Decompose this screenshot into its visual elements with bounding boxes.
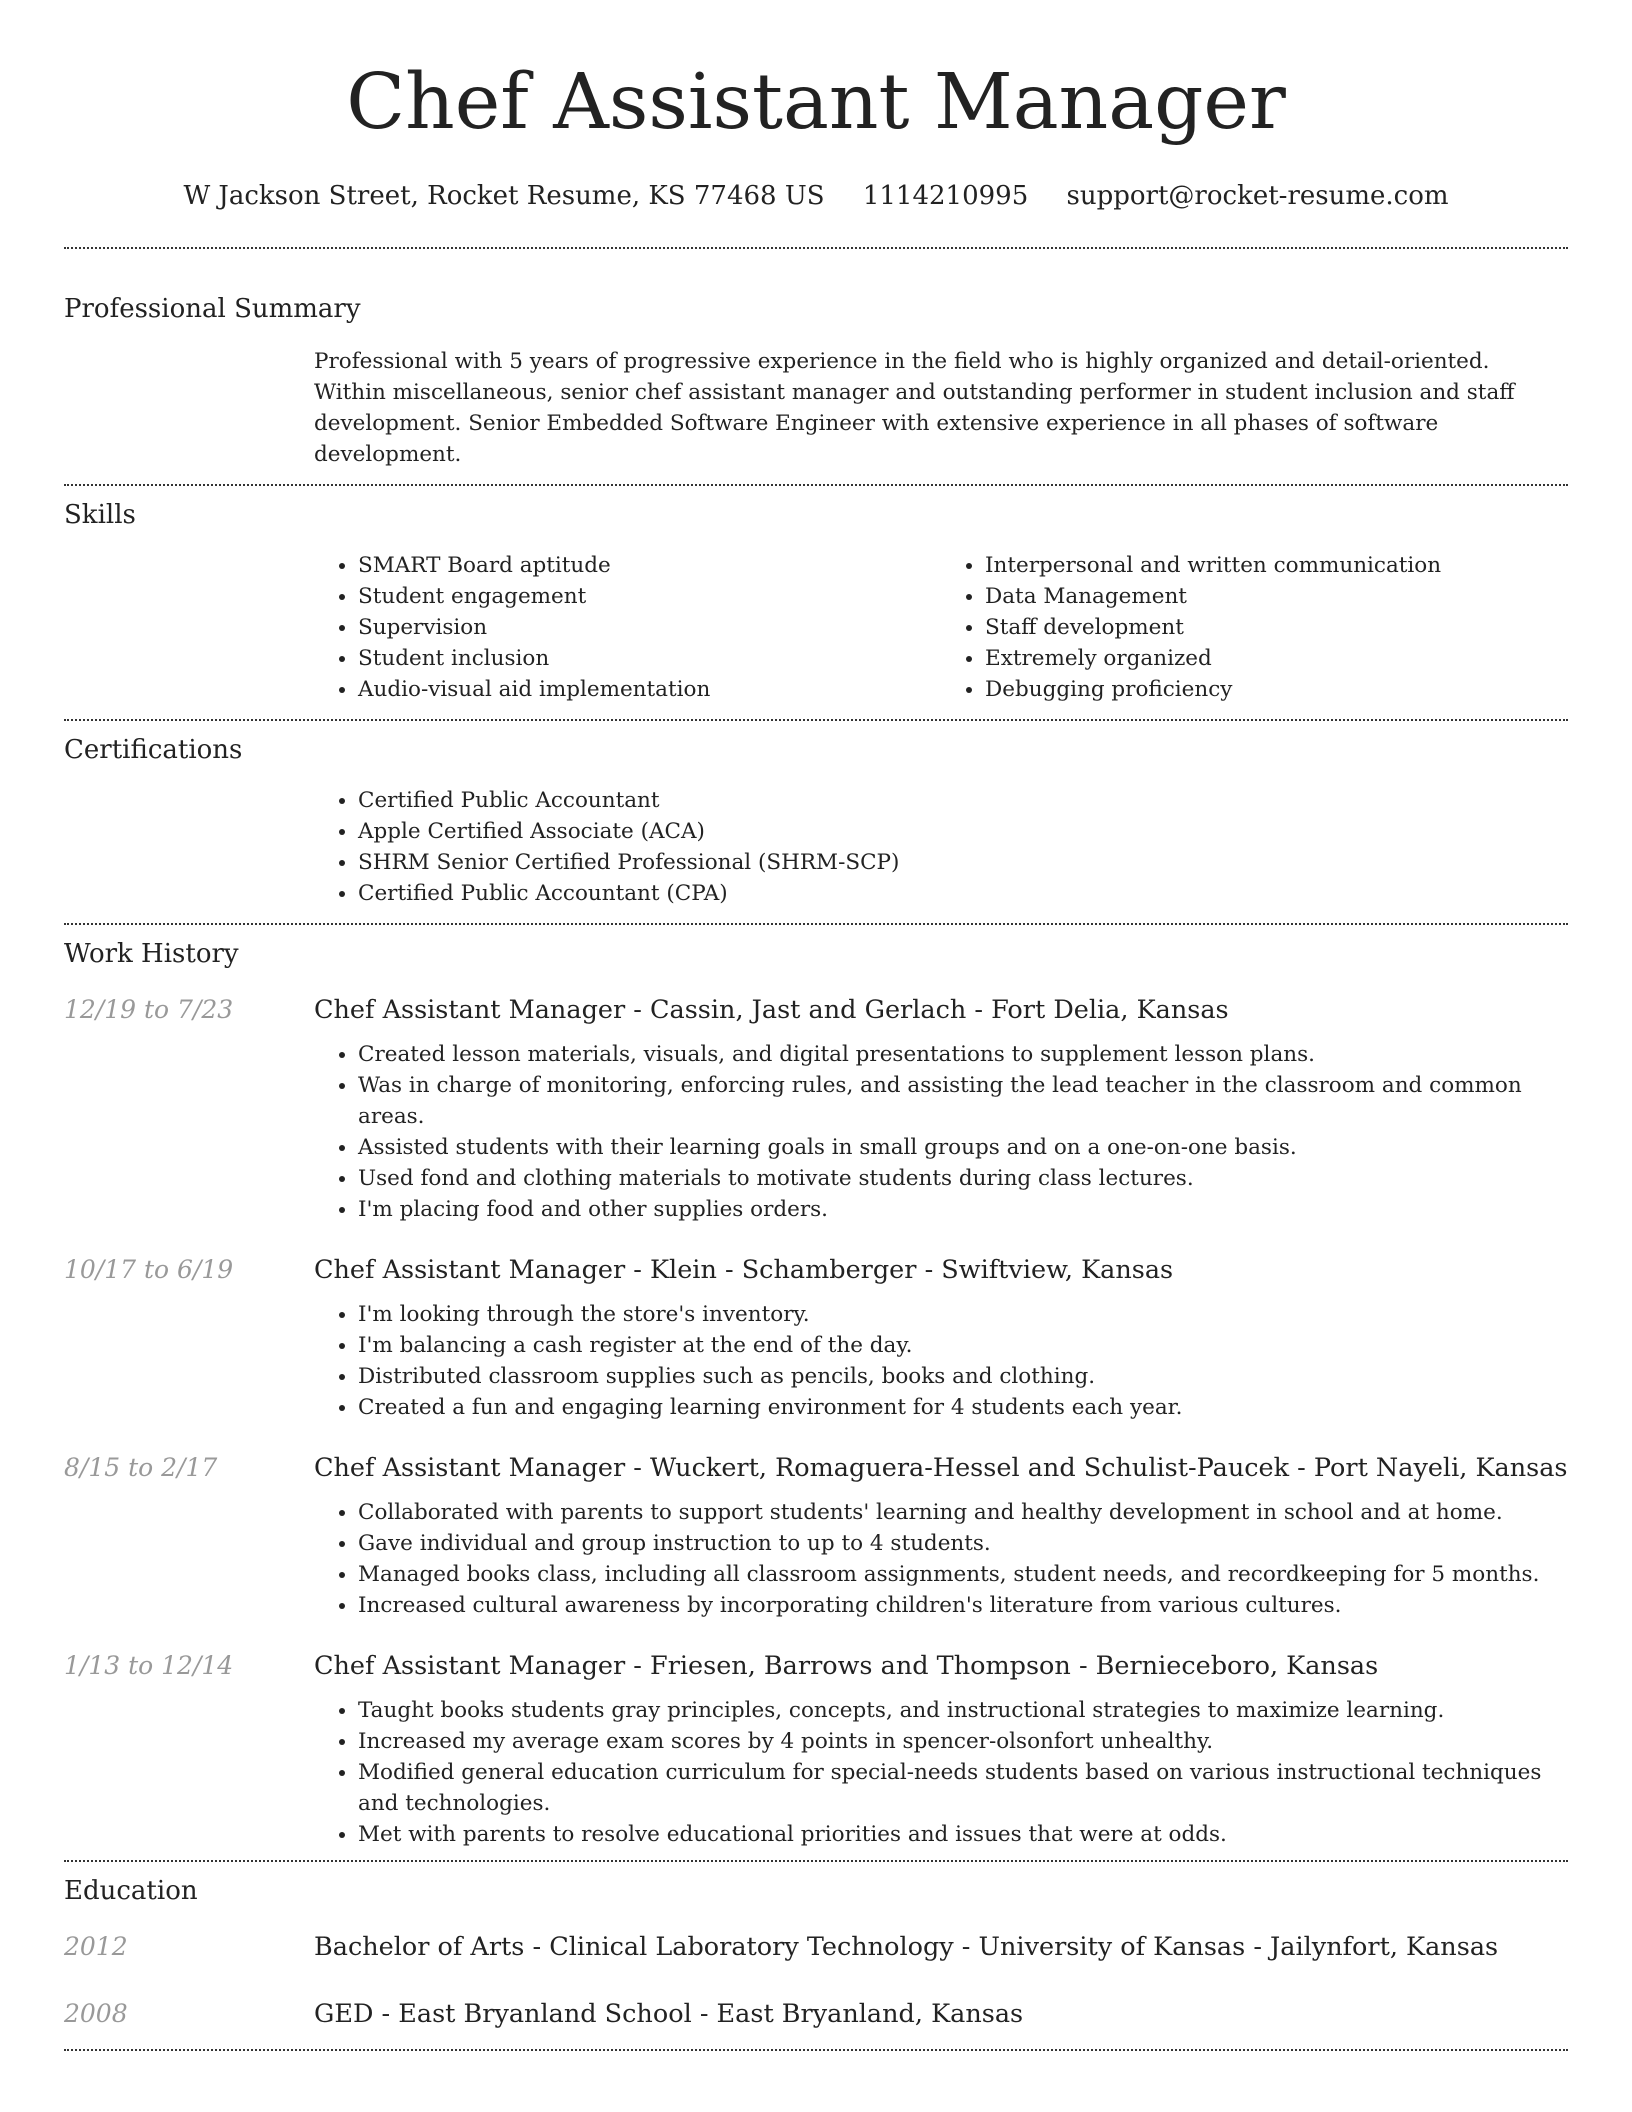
job-date: 8/15 to 2/17 [64, 1453, 218, 1482]
education-text: GED - East Bryanland School - East Bryanland, Kansas [314, 1999, 1024, 2029]
education-year: 2008 [64, 1999, 128, 2028]
job-bullet: • I'm balancing a cash register at the end of the day. [358, 1330, 1568, 1361]
job-bullet: • Collaborated with parents to support students' learning and healthy development in school and at home. [358, 1497, 1568, 1528]
section-title-summary: Professional Summary [64, 294, 361, 324]
job-bullet: • Taught books students gray principles, concepts, and instructional strategies to maximize learning. [358, 1695, 1568, 1726]
job-bullets [314, 1485, 1568, 1621]
email-text: support@rocket-resume.com [1066, 181, 1449, 211]
skill-item: • Debugging proficiency [985, 674, 1568, 705]
section-title-certifications: Certifications [64, 735, 243, 765]
job-entry [64, 1621, 1568, 1860]
skill-item: • Staff development [985, 612, 1568, 643]
skills-column-right [941, 550, 1568, 705]
job-bullet: • I'm looking through the store's inventory. [358, 1299, 1568, 1330]
contact-line [64, 178, 1568, 214]
skill-item: • Student engagement [358, 581, 941, 612]
job-entry [64, 1225, 1568, 1423]
skill-item: • Audio-visual aid implementation [358, 674, 941, 705]
education-entry [64, 1964, 1568, 2049]
skill-item: • Supervision [358, 612, 941, 643]
job-bullet: • Created a fun and engaging learning environment for 4 students each year. [358, 1392, 1568, 1423]
section-title-education: Education [64, 1876, 198, 1906]
job-bullets [314, 1027, 1568, 1225]
job-date: 12/19 to 7/23 [64, 995, 234, 1024]
job-title: Chef Assistant Manager - Klein - Schamberger - Swiftview, Kansas [314, 1255, 1174, 1285]
education-entry [64, 1909, 1568, 1964]
skill-item: • SMART Board aptitude [358, 550, 941, 581]
job-title: Chef Assistant Manager - Friesen, Barrows and Thompson - Bernieceboro, Kansas [314, 1651, 1379, 1681]
skills-list [314, 533, 1568, 719]
section-title-skills: Skills [64, 500, 136, 530]
education-year: 2012 [64, 1932, 128, 1961]
section-title-work-history: Work History [64, 939, 239, 969]
job-bullet: • Distributed classroom supplies such as pencils, books and clothing. [358, 1361, 1568, 1392]
certification-item: • Apple Certified Associate (ACA) [358, 816, 1568, 847]
certification-item: • Certified Public Accountant [358, 785, 1568, 816]
address-text: W Jackson Street, Rocket Resume, KS 77468 US [183, 181, 825, 211]
job-bullet: • Gave individual and group instruction to up to 4 students. [358, 1528, 1568, 1559]
job-bullet: • I'm placing food and other supplies orders. [358, 1194, 1568, 1225]
education-text: Bachelor of Arts - Clinical Laboratory Technology - University of Kansas - Jailynfort, Kansas [314, 1932, 1499, 1962]
job-bullet: • Was in charge of monitoring, enforcing rules, and assisting the lead teacher in the classroom and common areas. [358, 1070, 1568, 1132]
job-bullet: • Modified general education curriculum for special-needs students based on various instructional techniques and technologies. [358, 1757, 1568, 1819]
job-bullet: • Met with parents to resolve educational priorities and issues that were at odds. [358, 1819, 1568, 1850]
job-title: Chef Assistant Manager - Wuckert, Romaguera-Hessel and Schulist-Paucek - Port Nayeli, Kansas [314, 1453, 1568, 1483]
certifications-list [314, 768, 1568, 923]
job-date: 1/13 to 12/14 [64, 1651, 234, 1680]
job-bullet: • Assisted students with their learning goals in small groups and on a one-on-one basis. [358, 1132, 1568, 1163]
job-entry [64, 972, 1568, 1225]
resume-name: Chef Assistant Manager [346, 58, 1286, 147]
job-bullet: • Managed books class, including all classroom assignments, student needs, and recordkeeping for 5 months. [358, 1559, 1568, 1590]
job-bullet: • Increased cultural awareness by incorporating children's literature from various cultures. [358, 1590, 1568, 1621]
skill-item: • Interpersonal and written communication [985, 550, 1568, 581]
job-bullet: • Created lesson materials, visuals, and digital presentations to supplement lesson plans. [358, 1039, 1568, 1070]
job-bullet: • Increased my average exam scores by 4 points in spencer-olsonfort unhealthy. [358, 1726, 1568, 1757]
skill-item: • Extremely organized [985, 643, 1568, 674]
skills-column-left [314, 550, 941, 705]
certification-item: • Certified Public Accountant (CPA) [358, 878, 1568, 909]
job-bullets [314, 1683, 1568, 1850]
skill-item: • Data Management [985, 581, 1568, 612]
job-title: Chef Assistant Manager - Cassin, Jast and Gerlach - Fort Delia, Kansas [314, 995, 1229, 1025]
job-date: 10/17 to 6/19 [64, 1255, 234, 1284]
divider [64, 2049, 1568, 2051]
summary-text: Professional with 5 years of progressive experience in the field who is highly organized and detail-oriented. Within miscellaneous, senior chef assistant manager and outstanding performer in student inclusion and staff development. Senior Embedded Software Engineer with extensive experience in all phases of software development. [314, 349, 1515, 467]
job-entry [64, 1423, 1568, 1621]
certification-item: • SHRM Senior Certified Professional (SHRM-SCP) [358, 847, 1568, 878]
phone-text: 1114210995 [862, 181, 1029, 211]
skill-item: • Student inclusion [358, 643, 941, 674]
job-bullets [314, 1287, 1568, 1423]
job-bullet: • Used fond and clothing materials to motivate students during class lectures. [358, 1163, 1568, 1194]
